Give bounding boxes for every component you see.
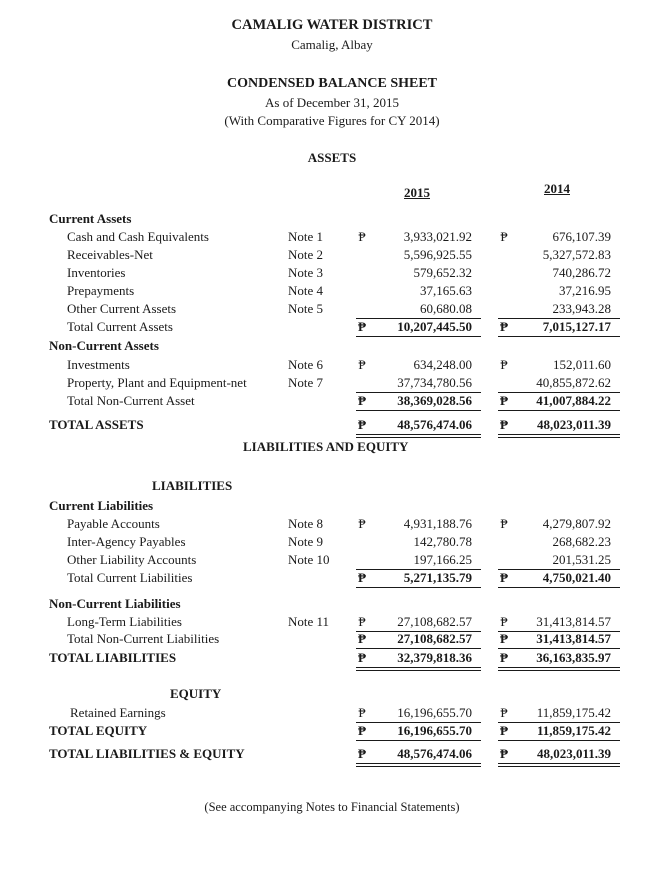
peso-sign: ₱ xyxy=(500,705,508,720)
note-ref: Note 1 xyxy=(288,229,324,244)
value-2015: 5,271,135.79 xyxy=(403,570,472,585)
value-2014: 36,163,835.97 xyxy=(536,650,611,665)
peso-sign: ₱ xyxy=(500,229,508,244)
double-underline-2014 xyxy=(498,763,620,767)
value-2015: 3,933,021.92 xyxy=(403,229,472,244)
total-underline-2014 xyxy=(498,740,620,741)
value-2015: 32,379,818.36 xyxy=(397,650,472,665)
peso-sign: ₱ xyxy=(358,746,366,761)
value-2014: 4,750,021.40 xyxy=(542,570,611,585)
line-item-label: Other Current Assets xyxy=(67,301,177,316)
grand-total-label: TOTAL ASSETS xyxy=(49,417,144,432)
total-underline-2015 xyxy=(356,410,481,411)
total-underline-2014 xyxy=(498,648,620,649)
value-2015: 38,369,028.56 xyxy=(397,393,472,408)
section-heading: Non-Current Assets xyxy=(49,338,159,353)
note-ref: Note 6 xyxy=(288,357,324,372)
total-underline-2015 xyxy=(356,587,481,588)
value-2015: 142,780.78 xyxy=(413,534,472,549)
report-date: As of December 31, 2015 xyxy=(265,95,399,110)
section-liabilities: LIABILITIES xyxy=(152,478,233,493)
peso-sign: ₱ xyxy=(500,319,508,334)
peso-sign: ₱ xyxy=(500,650,508,665)
double-underline-2015 xyxy=(356,434,481,438)
peso-sign: ₱ xyxy=(358,417,366,432)
value-2014: 676,107.39 xyxy=(552,229,611,244)
comparative-note: (With Comparative Figures for CY 2014) xyxy=(224,113,440,128)
value-2014: 740,286.72 xyxy=(552,265,611,280)
total-underline-2015 xyxy=(356,740,481,741)
total-label: TOTAL EQUITY xyxy=(49,723,148,738)
note-ref: Note 2 xyxy=(288,247,324,262)
peso-sign: ₱ xyxy=(358,357,366,372)
line-item-label: Cash and Cash Equivalents xyxy=(67,229,209,244)
double-underline-2015 xyxy=(356,763,481,767)
double-underline-2014 xyxy=(498,667,620,671)
total-underline-2015 xyxy=(356,648,481,649)
value-2014: 7,015,127.17 xyxy=(542,319,611,334)
total-label: Total Current Liabilities xyxy=(67,570,193,585)
value-2014: 152,011.60 xyxy=(552,357,611,372)
peso-sign: ₱ xyxy=(358,229,366,244)
total-underline-2014 xyxy=(498,410,620,411)
value-2014: 48,023,011.39 xyxy=(536,746,611,761)
value-2014: 268,682.23 xyxy=(552,534,611,549)
value-2014: 4,279,807.92 xyxy=(542,516,611,531)
value-2015: 634,248.00 xyxy=(413,357,472,372)
line-item-label: Retained Earnings xyxy=(70,705,166,720)
note-ref: Note 7 xyxy=(288,375,324,390)
org-location: Camalig, Albay xyxy=(291,37,373,52)
peso-sign: ₱ xyxy=(358,614,366,629)
note-ref: Note 9 xyxy=(288,534,324,549)
footer-note: (See accompanying Notes to Financial Statements) xyxy=(204,800,460,814)
org-name: CAMALIG WATER DISTRICT xyxy=(231,17,433,33)
total-label: Total Non-Current Liabilities xyxy=(67,631,220,646)
note-ref: Note 11 xyxy=(288,614,330,629)
line-item-label: Inter-Agency Payables xyxy=(67,534,186,549)
total-label: Total Current Assets xyxy=(67,319,173,334)
peso-sign: ₱ xyxy=(500,723,508,738)
peso-sign: ₱ xyxy=(358,705,366,720)
peso-sign: ₱ xyxy=(500,570,508,585)
grand-total-label: TOTAL LIABILITIES & EQUITY xyxy=(49,746,245,761)
note-ref: Note 10 xyxy=(288,552,330,567)
value-2015: 10,207,445.50 xyxy=(397,319,472,334)
value-2014: 11,859,175.42 xyxy=(536,705,611,720)
section-liabilities-equity: LIABILITIES AND EQUITY xyxy=(243,439,409,454)
value-2015: 579,652.32 xyxy=(413,265,472,280)
section-equity: EQUITY xyxy=(170,686,222,701)
value-2014: 11,859,175.42 xyxy=(536,723,611,738)
value-2014: 31,413,814.57 xyxy=(536,631,611,646)
total-underline-2014 xyxy=(498,336,620,337)
peso-sign: ₱ xyxy=(500,417,508,432)
value-2015: 16,196,655.70 xyxy=(397,723,472,738)
value-2015: 48,576,474.06 xyxy=(397,417,472,432)
note-ref: Note 3 xyxy=(288,265,324,280)
total-label: Total Non-Current Asset xyxy=(67,393,195,408)
peso-sign: ₱ xyxy=(358,393,366,408)
column-2015: 2015 xyxy=(404,185,430,200)
value-2014: 31,413,814.57 xyxy=(536,614,611,629)
peso-sign: ₱ xyxy=(500,393,508,408)
value-2014: 5,327,572.83 xyxy=(542,247,611,262)
double-underline-2014 xyxy=(498,434,620,438)
value-2015: 27,108,682.57 xyxy=(397,631,472,646)
section-heading: Non-Current Liabilities xyxy=(49,596,181,611)
value-2015: 48,576,474.06 xyxy=(397,746,472,761)
peso-sign: ₱ xyxy=(500,746,508,761)
peso-sign: ₱ xyxy=(358,723,366,738)
line-item-label: Inventories xyxy=(67,265,126,280)
line-item-label: Long-Term Liabilities xyxy=(67,614,182,629)
section-heading: Current Assets xyxy=(49,211,132,226)
note-ref: Note 8 xyxy=(288,516,324,531)
value-2014: 40,855,872.62 xyxy=(536,375,611,390)
double-underline-2015 xyxy=(356,667,481,671)
note-ref: Note 4 xyxy=(288,283,324,298)
peso-sign: ₱ xyxy=(500,516,508,531)
value-2014: 37,216.95 xyxy=(559,283,611,298)
report-title: CONDENSED BALANCE SHEET xyxy=(226,76,438,91)
line-item-label: Prepayments xyxy=(67,283,135,298)
total-underline-2014 xyxy=(498,587,620,588)
line-item-label: Property, Plant and Equipment-net xyxy=(67,375,247,390)
line-item-label: Receivables-Net xyxy=(67,247,153,262)
value-2014: 233,943.28 xyxy=(552,301,611,316)
peso-sign: ₱ xyxy=(358,516,366,531)
peso-sign: ₱ xyxy=(358,319,366,334)
value-2015: 27,108,682.57 xyxy=(397,614,472,629)
line-item-label: Payable Accounts xyxy=(67,516,160,531)
peso-sign: ₱ xyxy=(358,631,366,646)
value-2015: 5,596,925.55 xyxy=(403,247,472,262)
line-item-label: Investments xyxy=(67,357,130,372)
peso-sign: ₱ xyxy=(500,631,508,646)
grand-total-label: TOTAL LIABILITIES xyxy=(49,650,177,665)
peso-sign: ₱ xyxy=(358,650,366,665)
column-2014: 2014 xyxy=(544,181,570,196)
value-2014: 41,007,884.22 xyxy=(536,393,611,408)
total-underline-2015 xyxy=(356,336,481,337)
peso-sign: ₱ xyxy=(500,357,508,372)
peso-sign: ₱ xyxy=(500,614,508,629)
peso-sign: ₱ xyxy=(358,570,366,585)
note-ref: Note 5 xyxy=(288,301,324,316)
value-2015: 4,931,188.76 xyxy=(403,516,472,531)
value-2014: 201,531.25 xyxy=(552,552,611,567)
section-assets: ASSETS xyxy=(307,150,357,165)
value-2015: 197,166.25 xyxy=(413,552,472,567)
value-2015: 16,196,655.70 xyxy=(397,705,472,720)
line-item-label: Other Liability Accounts xyxy=(67,552,197,567)
value-2014: 48,023,011.39 xyxy=(536,417,611,432)
value-2015: 37,734,780.56 xyxy=(397,375,472,390)
value-2015: 37,165.63 xyxy=(420,283,472,298)
section-heading: Current Liabilities xyxy=(49,498,154,513)
value-2015: 60,680.08 xyxy=(420,301,472,316)
